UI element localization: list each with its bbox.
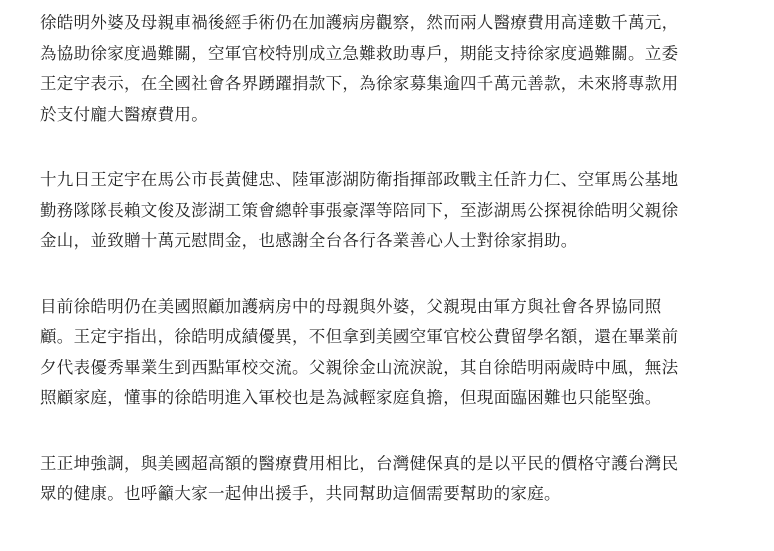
paragraph-line: 金山，並致贈十萬元慰問金，也感謝全台各行各業善心人士對徐家捐助。 xyxy=(40,231,578,250)
paragraph-line: 照顧家庭，懂事的徐皓明進入軍校也是為減輕家庭負擔，但現面臨困難也只能堅強。 xyxy=(40,388,662,407)
paragraph-line: 眾的健康。也呼籲大家一起伸出援手，共同幫助這個需要幫助的家庭。 xyxy=(40,484,561,503)
paragraph-line: 王正坤強調，與美國超高額的醫療費用相比，台灣健保真的是以平民的價格守護台灣民 xyxy=(40,453,679,473)
paragraph-line: 夕代表優秀畢業生到西點軍校交流。父親徐金山流淚說，其自徐皓明兩歲時中風，無法 xyxy=(40,357,679,377)
paragraph-4 xyxy=(40,449,734,510)
paragraph-line: 勤務隊隊長賴文俊及澎湖工策會總幹事張豪澤等陪同下，至澎湖馬公探視徐皓明父親徐 xyxy=(40,200,679,220)
paragraph-line: 目前徐皓明仍在美國照顧加護病房中的母親與外婆，父親現由軍方與社會各界協同照 xyxy=(40,296,662,316)
paragraph-line: 王定宇表示，在全國社會各界踴躍捐款下，為徐家募集逾四千萬元善款，未來將專款用 xyxy=(40,74,679,93)
paragraph-2 xyxy=(40,165,734,257)
paragraph-1 xyxy=(40,8,734,130)
paragraph-line: 為協助徐家度過難關，空軍官校特別成立急難救助專戶，期能支持徐家度過難關。立委 xyxy=(40,43,679,63)
paragraph-line: 徐皓明外婆及母親車禍後經手術仍在加護病房觀察，然而兩人醫療費用高達數千萬元， xyxy=(40,13,679,32)
article-body xyxy=(40,8,734,545)
paragraph-line: 十九日王定宇在馬公市長黃健忠、陸軍澎湖防衛指揮部政戰主任許力仁、空軍馬公基地 xyxy=(40,170,679,189)
paragraph-line: 顧。王定宇指出，徐皓明成績優異，不但拿到美國空軍官校公費留學名額，還在畢業前 xyxy=(40,327,679,346)
paragraph-3 xyxy=(40,292,734,414)
paragraph-line: 於支付龐大醫療費用。 xyxy=(40,104,208,124)
